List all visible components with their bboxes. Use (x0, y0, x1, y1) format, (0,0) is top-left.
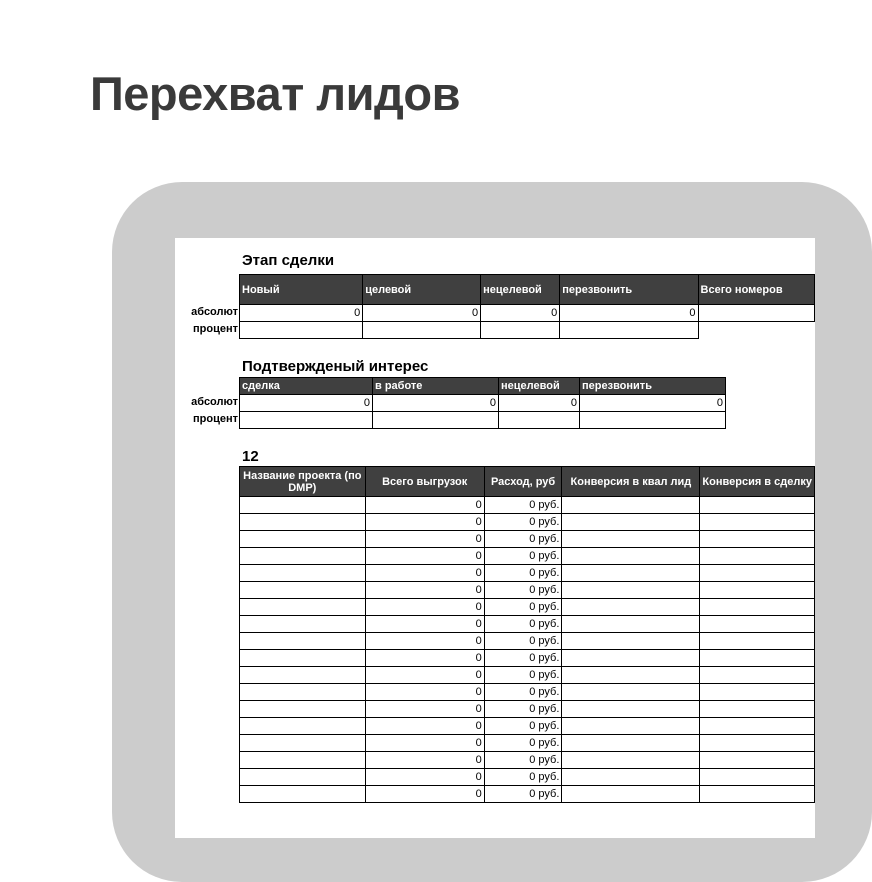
table-cell[interactable] (240, 701, 366, 718)
table-cell[interactable] (562, 684, 700, 701)
table-cell[interactable] (240, 548, 366, 565)
table-cell[interactable]: 0 руб. (484, 667, 562, 684)
table-cell[interactable]: 0 руб. (484, 633, 562, 650)
table-cell[interactable]: 0 (365, 514, 484, 531)
table-cell[interactable]: 0 руб. (484, 497, 562, 514)
row-label-percent: процент (193, 413, 238, 425)
table-cell[interactable]: 0 руб. (484, 650, 562, 667)
table-row (240, 531, 815, 548)
deal-stage-title: Этап сделки (242, 252, 335, 269)
column-header: Конверсия в квал лид (562, 467, 700, 497)
table-cell[interactable]: 0 (365, 497, 484, 514)
table-cell[interactable] (700, 633, 815, 650)
table-cell[interactable] (240, 565, 366, 582)
table-cell[interactable]: 0 руб. (484, 786, 562, 803)
table-cell[interactable] (700, 684, 815, 701)
table-cell[interactable]: 0 руб. (484, 548, 562, 565)
table-row (240, 718, 815, 735)
table-cell[interactable]: 0 руб. (484, 531, 562, 548)
table-cell[interactable]: 0 (481, 305, 560, 322)
table-row (240, 582, 815, 599)
table-cell[interactable]: 0 (560, 305, 698, 322)
table-cell[interactable] (562, 718, 700, 735)
table-cell[interactable]: 0 руб. (484, 514, 562, 531)
table-cell[interactable] (700, 786, 815, 803)
table-cell[interactable] (562, 565, 700, 582)
column-header: Новый (240, 275, 363, 305)
column-header: перезвонить (580, 378, 726, 395)
table-cell[interactable] (700, 650, 815, 667)
table-cell[interactable] (562, 548, 700, 565)
table-cell[interactable] (240, 616, 366, 633)
table-cell[interactable] (700, 735, 815, 752)
table-cell[interactable] (700, 548, 815, 565)
table-cell[interactable] (240, 684, 366, 701)
table-cell[interactable] (363, 322, 481, 339)
projects-table (239, 466, 815, 803)
table-cell[interactable]: 0 (240, 305, 363, 322)
table-cell[interactable]: 0 (373, 395, 499, 412)
table-cell[interactable]: 0 (365, 735, 484, 752)
table-cell[interactable] (240, 599, 366, 616)
table-row (240, 752, 815, 769)
table-cell[interactable]: 0 (365, 616, 484, 633)
table-cell[interactable] (240, 497, 366, 514)
table-cell[interactable]: 0 (365, 701, 484, 718)
table-cell[interactable] (562, 667, 700, 684)
table-cell[interactable]: 0 (365, 667, 484, 684)
table-cell[interactable]: 0 (365, 582, 484, 599)
table-cell[interactable] (562, 786, 700, 803)
table-cell[interactable] (700, 701, 815, 718)
column-header: в работе (373, 378, 499, 395)
table-row (240, 769, 815, 786)
table-cell[interactable] (562, 497, 700, 514)
table-cell[interactable]: 0 (363, 305, 481, 322)
table-cell[interactable] (580, 412, 726, 429)
table-cell[interactable]: 0 (365, 633, 484, 650)
row-label-percent: процент (193, 323, 238, 335)
table-cell[interactable] (240, 582, 366, 599)
table-cell[interactable]: 0 руб. (484, 616, 562, 633)
table-cell[interactable]: 0 (365, 786, 484, 803)
row-label-absolute: абсолют (191, 306, 238, 318)
column-header: нецелевой (499, 378, 580, 395)
table-cell[interactable]: 0 руб. (484, 701, 562, 718)
table-row (240, 684, 815, 701)
table-row (240, 514, 815, 531)
table-cell[interactable] (700, 582, 815, 599)
table-cell[interactable] (562, 582, 700, 599)
table-cell[interactable] (562, 752, 700, 769)
table-cell[interactable] (700, 599, 815, 616)
column-header: Название проекта (по DMP) (240, 467, 366, 497)
column-header: сделка (240, 378, 373, 395)
column-header: перезвонить (560, 275, 698, 305)
table-cell[interactable]: 0 (365, 769, 484, 786)
table-cell[interactable] (240, 735, 366, 752)
table-cell[interactable] (562, 650, 700, 667)
table-cell[interactable] (240, 412, 373, 429)
table-cell[interactable]: 0 руб. (484, 565, 562, 582)
table-cell[interactable] (562, 531, 700, 548)
column-header: Конверсия в сделку (700, 467, 815, 497)
table-row (240, 565, 815, 582)
table-cell[interactable]: 0 руб. (484, 718, 562, 735)
table-cell[interactable] (240, 667, 366, 684)
table-row (240, 548, 815, 565)
table-cell[interactable] (700, 565, 815, 582)
table-cell[interactable]: 0 руб. (484, 735, 562, 752)
table-cell[interactable]: 0 (580, 395, 726, 412)
table-cell[interactable] (700, 752, 815, 769)
table-cell[interactable] (700, 497, 815, 514)
table-cell[interactable] (562, 769, 700, 786)
table-cell[interactable] (700, 718, 815, 735)
table-cell[interactable] (240, 786, 366, 803)
table-cell[interactable] (240, 633, 366, 650)
table-row (240, 735, 815, 752)
table-cell[interactable] (562, 701, 700, 718)
column-header: нецелевой (481, 275, 560, 305)
table-cell[interactable] (562, 633, 700, 650)
page-title: Перехват лидов (90, 67, 460, 120)
table-cell[interactable]: 0 руб. (484, 684, 562, 701)
confirmed-interest-title: Подтвержденый интерес (242, 358, 429, 375)
deal-stage-table (239, 274, 815, 339)
table-cell[interactable] (240, 650, 366, 667)
column-header: Всего выгрузок (365, 467, 484, 497)
table-cell[interactable]: 0 (365, 752, 484, 769)
table-row (240, 786, 815, 803)
table-cell[interactable] (373, 412, 499, 429)
table-row (240, 497, 815, 514)
table-cell[interactable] (562, 735, 700, 752)
table-cell[interactable]: 0 (365, 684, 484, 701)
table-cell[interactable]: 0 (365, 565, 484, 582)
projects-title: 12 (242, 448, 259, 465)
table-cell[interactable] (240, 769, 366, 786)
table-cell[interactable] (240, 322, 363, 339)
table-cell[interactable] (562, 616, 700, 633)
table-cell[interactable] (560, 322, 698, 339)
table-row (240, 633, 815, 650)
table-cell[interactable] (700, 769, 815, 786)
table-cell[interactable] (700, 514, 815, 531)
table-cell[interactable] (240, 718, 366, 735)
table-cell[interactable]: 0 (365, 599, 484, 616)
table-cell[interactable] (240, 531, 366, 548)
table-cell[interactable] (240, 514, 366, 531)
table-cell[interactable]: 0 (240, 395, 373, 412)
table-cell[interactable] (700, 667, 815, 684)
column-header: Расход, руб (484, 467, 562, 497)
table-cell[interactable]: 0 руб. (484, 599, 562, 616)
table-row (240, 701, 815, 718)
table-row (240, 667, 815, 684)
table-row (240, 650, 815, 667)
row-label-absolute: абсолют (191, 396, 238, 408)
table-cell[interactable]: 0 (365, 548, 484, 565)
confirmed-interest-table (239, 377, 726, 429)
table-cell[interactable]: 0 (365, 718, 484, 735)
column-header: Всего номеров (698, 275, 814, 305)
table-cell[interactable] (499, 412, 580, 429)
table-cell[interactable] (481, 322, 560, 339)
table-cell[interactable] (240, 752, 366, 769)
table-cell[interactable] (562, 514, 700, 531)
table-cell[interactable]: 0 руб. (484, 582, 562, 599)
spreadsheet (175, 238, 815, 838)
table-cell[interactable] (700, 616, 815, 633)
table-cell[interactable]: 0 руб. (484, 769, 562, 786)
table-cell[interactable] (562, 599, 700, 616)
table-row (240, 616, 815, 633)
table-cell[interactable]: 0 (365, 650, 484, 667)
table-cell[interactable]: 0 (499, 395, 580, 412)
table-cell[interactable] (698, 305, 814, 322)
column-header: целевой (363, 275, 481, 305)
table-cell[interactable]: 0 (365, 531, 484, 548)
table-row (240, 599, 815, 616)
table-cell[interactable]: 0 руб. (484, 752, 562, 769)
table-cell[interactable] (700, 531, 815, 548)
